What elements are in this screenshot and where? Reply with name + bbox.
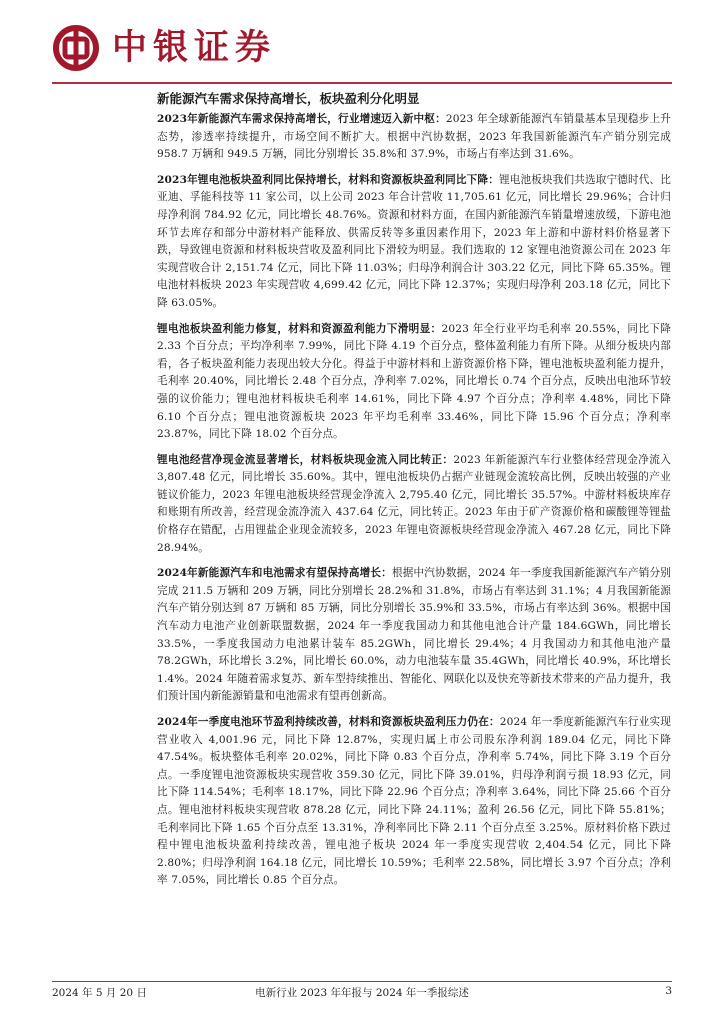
paragraph-lead: 2023年新能源汽车需求保持高增长，行业增速迈入新中枢： bbox=[157, 113, 446, 125]
paragraph-body: 2023 年全球新能源汽车销量基本呈现稳步上升态势，渗透率持续提升，市场空间不断扩大。根据中汽协数据，2023 年我国新能源汽车产销分别完成 958.7 万辆和 949.5 万辆，同比分别增长 35.8%和 37.9%，市场占有率达到 31.6%。 bbox=[157, 113, 671, 161]
header-divider bbox=[52, 82, 672, 84]
paragraph bbox=[157, 565, 671, 706]
paragraph bbox=[157, 111, 671, 164]
footer-report-title: 电新行业 2023 年年报与 2024 年一季报综述 bbox=[255, 987, 469, 999]
paragraph-body: 2024 年一季度新能源汽车行业实现营业收入 4,001.96 元，同比下降 12.87%，实现归属上市公司股东净利润 189.04 亿元，同比下降 47.54%。板块整体毛利率 20.02%，同比下降 0.83 个百分点，净利率 5.74%，同比下降 3.19 个百分点。一季度锂电池资源板块实现营收 359.30 亿元，同比下降 39.01%，归母净利润亏损 18.93 亿元，同比下降 114.54%；毛利率 18.17%，同比下降 22.96 个百分点；净利率 3.64%，同比下降 25.66 个百分点。锂电池材料板块实现营收 878.28 亿元，同比下降 24.11%；盈利 26.56 亿元，同比下降 55.81%；毛利率同比下降 1.65 个百分点至 13.31%，净利率同比下降 2.11 个百分点至 3.25%。原材料价格下跌过程中锂电池板块盈利持续改善，锂电池子板块 2024 年一季度实现营收 2,404.54 亿元，同比下降 2.80%；归母净利润 164.18 亿元，同比增长 10.59%；毛利率 22.58%，同比增长 3.97 个百分点；净利率 7.05%，同比增长 0.85 个百分点。 bbox=[157, 716, 671, 887]
bank-of-china-logo-icon bbox=[52, 24, 100, 72]
footer-divider bbox=[52, 981, 672, 982]
page-number: 3 bbox=[665, 985, 672, 997]
report-header bbox=[52, 20, 276, 76]
report-footer bbox=[52, 985, 672, 1000]
paragraph bbox=[157, 321, 671, 444]
paragraph bbox=[157, 452, 671, 558]
paragraph-lead: 2023年锂电池板块盈利同比保持增长，材料和资源板块盈利同比下降： bbox=[157, 173, 499, 186]
paragraph bbox=[157, 172, 671, 313]
section-title: 新能源汽车需求保持高增长，板块盈利分化明显 bbox=[157, 91, 420, 106]
paragraph-lead: 锂电池经营净现金流显著增长，材料板块现金流入同比转正： bbox=[157, 453, 454, 466]
footer-date: 2024 年 5 月 20 日 bbox=[52, 987, 147, 999]
paragraph-body: 锂电池板块我们共选取宁德时代、比亚迪、孚能科技等 11 家公司，以上公司 2023 年合计营收 11,705.61 亿元，同比增长 29.96%；合计归母净利润 784.92 亿元，同比增长 48.76%。资源和材料方面，在国内新能源汽车销量增速放缓，下游电池环节去库存和部分中游材料产能释放、供需反转等多重因素作用下，2023 年上游和中游材料价格显著下跌，导致锂电资源和材料板块营收及盈利同比下滑较为明显。我们选取的 12 家锂电池资源公司在 2023 年实现营收合计 2,151.74 亿元，同比下降 11.03%；归母净利润合计 303.22 亿元，同比下降 65.35%。锂电池材料板块 2023 年实现营收 4,699.42 亿元，同比下降 12.37%；实现归母净利 203.18 亿元，同比下降 63.05%。 bbox=[157, 173, 671, 309]
paragraph-lead: 2024年新能源汽车和电池需求有望保持高增长： bbox=[157, 567, 392, 580]
report-body bbox=[157, 90, 671, 898]
paragraph bbox=[157, 714, 671, 890]
paragraph-body: 根据中汽协数据，2024 年一季度我国新能源汽车产销分别完成 211.5 万辆和 209 万辆，同比分别增长 28.2%和 31.8%，市场占有率达到 31.1%；4 月我国新能源汽车产销分别达到 87 万辆和 85 万辆，同比分别增长 35.9%和 33.5%，市场占有率达到 36%。根据中国汽车动力电池产业创新联盟数据，2024 年一季度我国动力和其他电池合计产量 184.6GWh，同比增长 33.5%，一季度我国动力电池累计装车 85.2GWh，同比增长 29.4%；4 月我国动力和其他电池产量 78.2GWh，环比增长 3.2%，同比增长 60.0%，动力电池装车量 35.4GWh，同比增长 40.9%，环比增长 1.4%。2024 年随着需求复苏、新车型持续推出、智能化、网联化以及快充等新技术带来的产品力提升，我们预计国内新能源销量和电池需求有望再创新高。 bbox=[157, 567, 672, 703]
brand-name: 中银证券 bbox=[112, 27, 277, 68]
paragraph-lead: 2024年一季度电池环节盈利持续改善，材料和资源板块盈利压力仍在： bbox=[157, 716, 500, 728]
paragraph-lead: 锂电池板块盈利能力修复，材料和资源盈利能力下滑明显： bbox=[157, 322, 442, 335]
paragraph-body: 2023 年新能源汽车行业整体经营现金净流入 3,807.48 亿元，同比增长 35.60%。其中，锂电池板块仍占据产业链现金流较高比例，反映出较强的产业链议价能力，2023 年锂电池板块经营现金净流入 2,795.40 亿元，同比增长 35.57%。中游材料板块库存和账期有所改善，经营现金流净流入 437.64 亿元，同比转正。2023 年由于矿产资源价格和碳酸锂等锂盐价格存在错配，占用锂盐企业现金流较多，2023 年锂电资源板块经营现金净流入 467.28 亿元，同比下降 28.94%。 bbox=[157, 453, 671, 554]
paragraph-body: 2023 年全行业平均毛利率 20.55%，同比下降 2.33 个百分点；平均净利率 7.99%，同比下降 4.19 个百分点，整体盈利能力有所下降。从细分板块内部看，各子板块盈利能力表现出较大分化。得益于中游材料和上游资源价格下降，锂电池板块盈利能力提升，毛利率 20.40%，同比增长 2.48 个百分点，净利率 7.02%，同比增长 0.74 个百分点，反映出电池环节较强的议价能力；锂电池材料板块毛利率 14.61%，同比下降 4.97 个百分点；净利率 4.48%，同比下降 6.10 个百分点；锂电池资源板块 2023 年平均毛利率 33.46%，同比下降 15.96 个百分点；净利率 23.87%，同比下降 18.02 个百分点。 bbox=[157, 322, 671, 441]
